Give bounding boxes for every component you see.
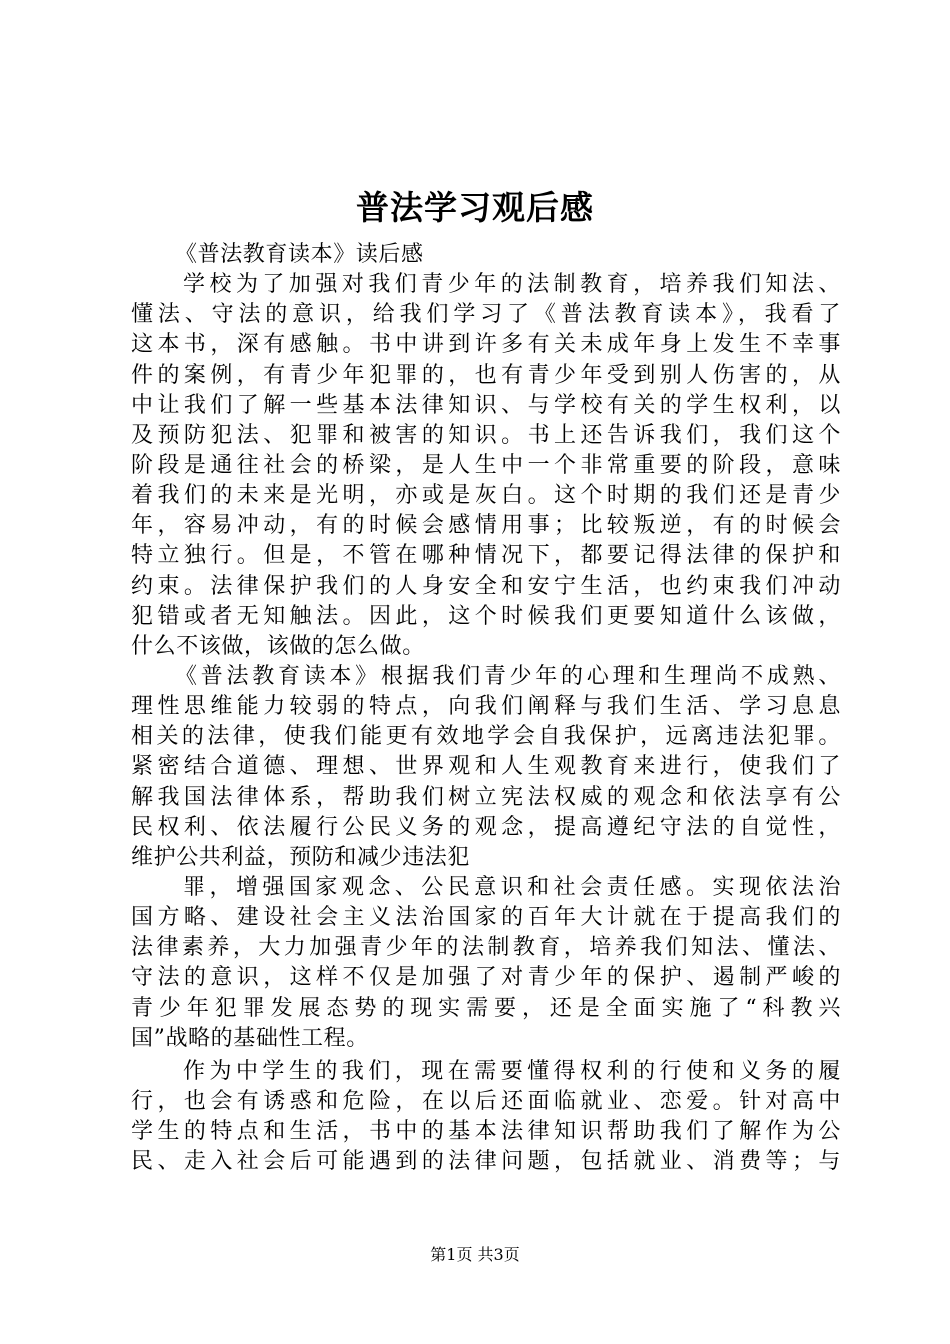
text-line: 民权利、依法履行公民义务的观念，提高遵纪守法的自觉性， <box>131 814 841 840</box>
text-line: 《普法教育读本》根据我们青少年的心理和生理尚不成熟、 <box>175 663 841 689</box>
text-line: 件的案例，有青少年犯罪的，也有青少年受到别人伤害的，从 <box>131 362 841 388</box>
text-line: 青少年犯罪发展态势的现实需要，还是全面实施了“科教兴 <box>131 995 841 1021</box>
text-line: 法律素养，大力加强青少年的法制教育，培养我们知法、懂法、 <box>131 935 841 961</box>
text-line: 作为中学生的我们，现在需要懂得权利的行使和义务的履 <box>183 1058 841 1084</box>
text-line: 行，也会有诱惑和危险，在以后还面临就业、恋爱。针对高中 <box>131 1088 841 1114</box>
text-line: 解我国法律体系，帮助我们树立宪法权威的观念和依法享有公 <box>131 784 841 810</box>
page-footer: 第1页 共3页 <box>430 1245 520 1264</box>
text-line: 相关的法律，使我们能更有效地学会自我保护，远离违法犯罪。 <box>131 724 841 750</box>
text-line: 维护公共利益，预防和减少违法犯 <box>131 844 471 870</box>
document-body <box>131 240 841 1177</box>
text-line: 中让我们了解一些基本法律知识、与学校有关的学生权利，以 <box>131 392 841 418</box>
text-line: 着我们的未来是光明，亦或是灰白。这个时期的我们还是青少 <box>131 483 841 509</box>
document-subtitle: 《普法教育读本》读后感 <box>175 242 424 267</box>
text-line: 民、走入社会后可能遇到的法律问题，包括就业、消费等；与 <box>131 1149 841 1175</box>
text-line: 守法的意识，这样不仅是加强了对青少年的保护、遏制严峻的 <box>131 965 841 991</box>
text-line: 学校为了加强对我们青少年的法制教育，培养我们知法、 <box>183 272 841 298</box>
text-line: 年，容易冲动，有的时候会感情用事；比较叛逆，有的时候会 <box>131 513 841 539</box>
text-line: 这本书，深有感触。书中讲到许多有关未成年身上发生不幸事 <box>131 332 841 358</box>
text-line: 理性思维能力较弱的特点，向我们阐释与我们生活、学习息息 <box>131 694 841 720</box>
text-line: 国方略、建设社会主义法治国家的百年大计就在于提高我们的 <box>131 905 841 931</box>
document-title: 普法学习观后感 <box>356 188 594 227</box>
text-line: 罪，增强国家观念、公民意识和社会责任感。实现依法治 <box>183 874 841 900</box>
text-line: 学生的特点和生活，书中的基本法律知识帮助我们了解作为公 <box>131 1119 841 1145</box>
text-line: 懂法、守法的意识，给我们学习了《普法教育读本》，我看了 <box>131 302 841 328</box>
text-line: 约束。法律保护我们的人身安全和安宁生活，也约束我们冲动 <box>131 573 841 599</box>
text-line: 国”战略的基础性工程。 <box>131 1025 369 1051</box>
text-line: 什么不该做，该做的怎么做。 <box>131 633 425 659</box>
text-line: 及预防犯法、犯罪和被害的知识。书上还告诉我们，我们这个 <box>131 422 841 448</box>
text-line: 犯错或者无知触法。因此，这个时候我们更要知道什么该做， <box>131 603 841 629</box>
text-line: 紧密结合道德、理想、世界观和人生观教育来进行，使我们了 <box>131 754 841 780</box>
text-line: 阶段是通往社会的桥梁，是人生中一个非常重要的阶段，意味 <box>131 452 841 478</box>
text-line: 特立独行。但是，不管在哪种情况下，都要记得法律的保护和 <box>131 543 841 569</box>
